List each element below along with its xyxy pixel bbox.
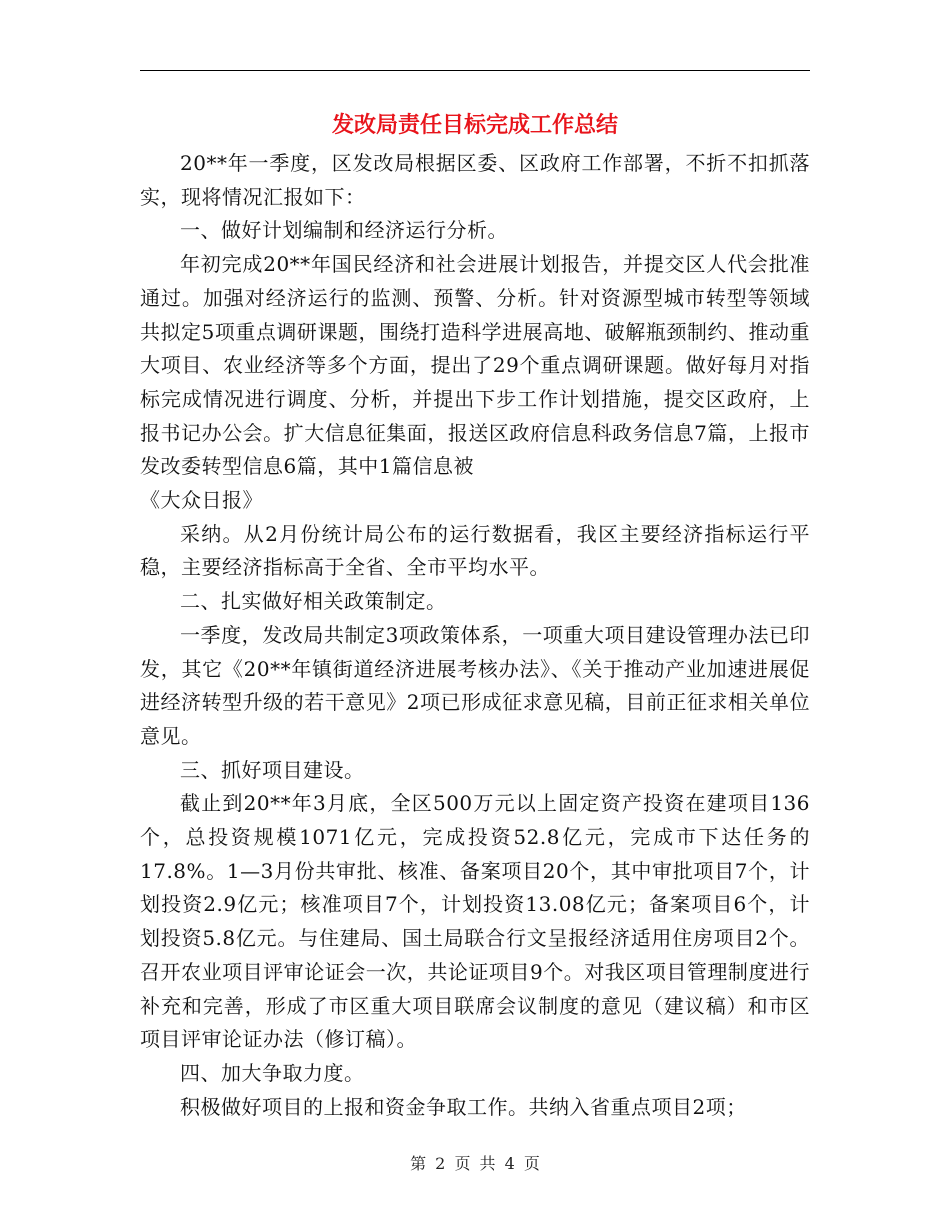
- document-title: 发改局责任目标完成工作总结: [331, 113, 618, 138]
- paragraph-newspaper-name: 《大众日报》: [140, 488, 263, 513]
- section-heading-3: 三、抓好项目建设。: [180, 757, 365, 782]
- section-heading-4: 四、加大争取力度。: [180, 1060, 365, 1085]
- paragraph-section-2: 一季度，发改局共制定3项政策体系，一项重大项目建设管理办法已印发，其它《20**年镇街道经济进展考核办法》、《关于推动产业加速进展促进经济转型升级的若干意见》2项已形成征求意见稿，目前正征求相关单位意见。: [140, 622, 810, 748]
- paragraph-intro: 20**年一季度，区发改局根据区委、区政府工作部署，不折不扣抓落实，现将情况汇报如下：: [140, 151, 810, 209]
- paragraph-section-1: 年初完成20**年国民经济和社会进展计划报告，并提交区人代会批准通过。加强对经济运行的监测、预警、分析。针对资源型城市转型等领域共拟定5项重点调研课题，围绕打造科学进展高地、破解瓶颈制约、推动重大项目、农业经济等多个方面，提出了29个重点调研课题。做好每月对指标完成情况进行调度、分析，并提出下步工作计划措施，提交区政府，上报书记办公会。扩大信息征集面，报送区政府信息科政务信息7篇，上报市发改委转型信息6篇，其中1篇信息被: [140, 252, 810, 479]
- document-body: [140, 147, 810, 1124]
- paragraph-section-4: 积极做好项目的上报和资金争取工作。共纳入省重点项目2项；: [180, 1094, 747, 1119]
- paragraph-section-3: 截止到20**年3月底，全区500万元以上固定资产投资在建项目136个，总投资规模1071亿元，完成投资52.8亿元，完成市下达任务的17.8%。1—3月份共审批、核准、备案项目20个，其中审批项目7个，计划投资2.9亿元；核准项目7个，计划投资13.08亿元；备案项目6个，计划投资5.8亿元。与住建局、国土局联合行文呈报经济适用住房项目2个。召开农业项目评审论证会一次，共论证项目9个。对我区项目管理制度进行补充和完善，形成了市区重大项目联席会议制度的意见（建议稿）和市区项目评审论证办法（修订稿）。: [140, 791, 810, 1052]
- section-heading-1: 一、做好计划编制和经济运行分析。: [180, 218, 508, 243]
- paragraph-section-1-continued: 采纳。从2月份统计局公布的运行数据看，我区主要经济指标运行平稳，主要经济指标高于全省、全市平均水平。: [140, 521, 810, 580]
- section-heading-2: 二、扎实做好相关政策制定。: [180, 589, 447, 614]
- page-number-footer: 第 2 页 共 4 页: [410, 1154, 540, 1173]
- header-rule: [140, 70, 810, 71]
